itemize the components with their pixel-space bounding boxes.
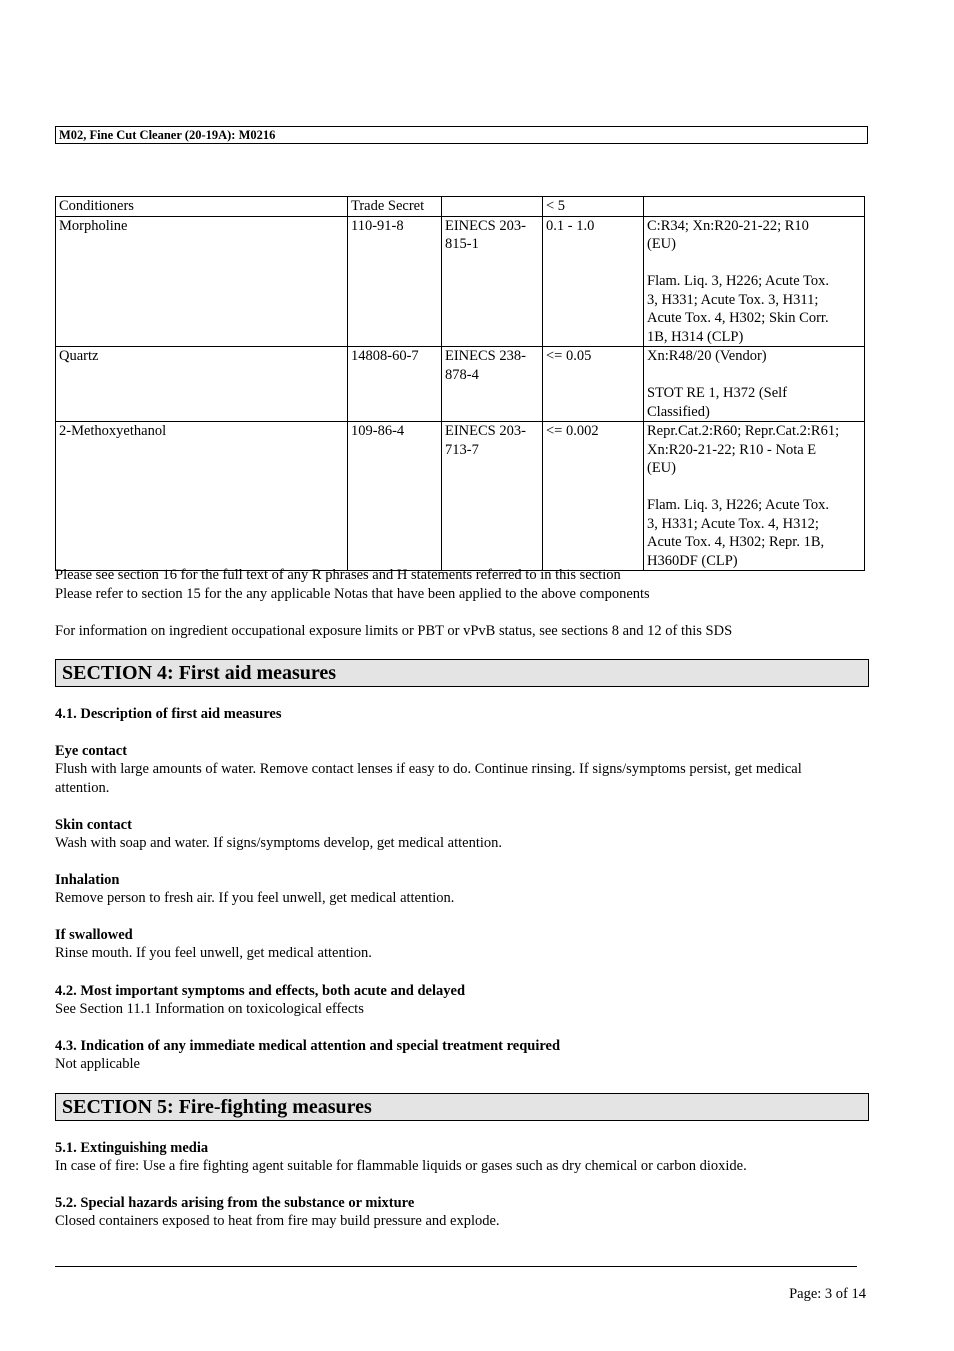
ingredient-cas: Trade Secret	[348, 197, 442, 217]
document-header: M02, Fine Cut Cleaner (20-19A): M0216	[55, 126, 868, 144]
eye-contact-text: Flush with large amounts of water. Remove contact lenses if easy to do. Continue rinsing. If signs/symptoms persist, get medical attention.	[55, 761, 802, 796]
ingredient-cas: 110-91-8	[348, 216, 442, 347]
page-number: Page: 3 of 14	[789, 1286, 866, 1302]
ingredient-name: Quartz	[56, 347, 348, 422]
ingredients-table	[55, 196, 865, 571]
ingredient-percent: 0.1 - 1.0	[543, 216, 644, 347]
ingredient-ec	[442, 197, 543, 217]
subsection-5-1-heading: 5.1. Extinguishing media	[55, 1140, 209, 1156]
subsection-4-1-heading: 4.1. Description of first aid measures	[55, 706, 282, 722]
subsection-5-1-text: In case of fire: Use a fire fighting agent suitable for flammable liquids or gases such as dry chemical or carbon dioxide.	[55, 1158, 747, 1174]
table-row	[56, 216, 865, 347]
exposure-info-note: For information on ingredient occupational exposure limits or PBT or vPvB status, see sections 8 and 12 of this SDS	[55, 623, 733, 639]
ingredient-name: 2-Methoxyethanol	[56, 422, 348, 571]
ingredient-name: Morpholine	[56, 216, 348, 347]
table-row	[56, 347, 865, 422]
ingredient-ec: EINECS 203- 815-1	[442, 216, 543, 347]
ingredient-ec: EINECS 238- 878-4	[442, 347, 543, 422]
subsection-5-2-text: Closed containers exposed to heat from fire may build pressure and explode.	[55, 1213, 500, 1229]
subsection-4-2-text: See Section 11.1 Information on toxicological effects	[55, 1001, 364, 1017]
ingredient-percent: <= 0.002	[543, 422, 644, 571]
subsection-5-2-heading: 5.2. Special hazards arising from the substance or mixture	[55, 1195, 415, 1211]
inhalation-text: Remove person to fresh air. If you feel unwell, get medical attention.	[55, 890, 455, 906]
ingredient-classification: C:R34; Xn:R20-21-22; R10 (EU) Flam. Liq. 3, H226; Acute Tox. 3, H331; Acute Tox. 3, H311; Acute Tox. 4, H302; Skin Corr. 1B, H314 (CLP)	[644, 216, 865, 347]
section-4-title: SECTION 4: First aid measures	[55, 659, 869, 687]
swallowed-heading: If swallowed	[55, 927, 133, 943]
ingredient-percent: <= 0.05	[543, 347, 644, 422]
table-note-notas: Please refer to section 15 for the any applicable Notas that have been applied to the above components	[55, 586, 650, 602]
table-row	[56, 197, 865, 217]
skin-contact-heading: Skin contact	[55, 817, 132, 833]
ingredient-cas: 109-86-4	[348, 422, 442, 571]
inhalation-heading: Inhalation	[55, 872, 120, 888]
subsection-4-3-heading: 4.3. Indication of any immediate medical attention and special treatment required	[55, 1038, 561, 1054]
swallowed-text: Rinse mouth. If you feel unwell, get medical attention.	[55, 945, 372, 961]
ingredient-classification	[644, 197, 865, 217]
footer-divider	[55, 1266, 857, 1267]
skin-contact-text: Wash with soap and water. If signs/symptoms develop, get medical attention.	[55, 835, 503, 851]
ingredient-classification: Xn:R48/20 (Vendor) STOT RE 1, H372 (Self Classified)	[644, 347, 865, 422]
section-5-title: SECTION 5: Fire-fighting measures	[55, 1093, 869, 1121]
subsection-4-3-text: Not applicable	[55, 1056, 140, 1072]
ingredient-cas: 14808-60-7	[348, 347, 442, 422]
ingredient-name: Conditioners	[56, 197, 348, 217]
table-note-r-phrases: Please see section 16 for the full text of any R phrases and H statements referred to in this section	[55, 567, 621, 583]
ingredient-ec: EINECS 203- 713-7	[442, 422, 543, 571]
subsection-4-2-heading: 4.2. Most important symptoms and effects, both acute and delayed	[55, 983, 466, 999]
eye-contact-heading: Eye contact	[55, 743, 128, 759]
ingredient-percent: < 5	[543, 197, 644, 217]
table-row	[56, 422, 865, 571]
ingredient-classification: Repr.Cat.2:R60; Repr.Cat.2:R61; Xn:R20-21-22; R10 - Nota E (EU) Flam. Liq. 3, H226; Acute Tox. 3, H331; Acute Tox. 4, H312; Acute Tox. 4, H302; Repr. 1B, H360DF (CLP)	[644, 422, 865, 571]
